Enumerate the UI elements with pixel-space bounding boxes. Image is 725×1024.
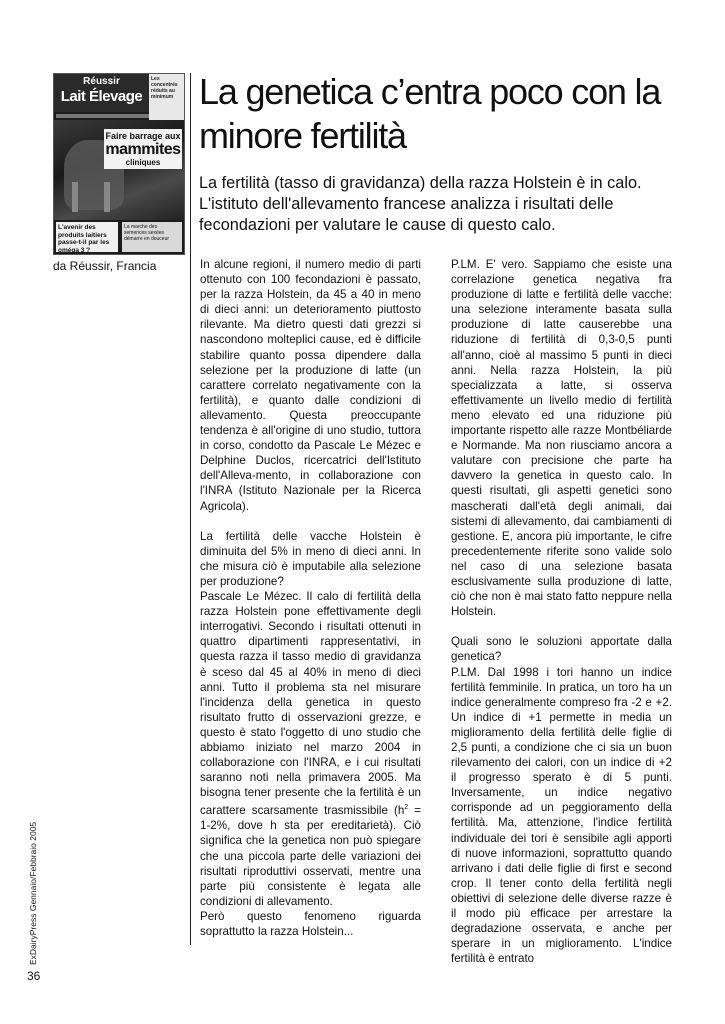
page-number: 36: [27, 969, 41, 983]
text-column-right: [451, 257, 672, 966]
paragraph: [200, 589, 421, 909]
paragraph-text: Pascale Le Mézec. Il calo di fertilità della razza Holstein pone effettivamente degli interrogativi. Secondo i risultati ottenuti in quattro dipartimenti rappresentativi, in questa razza il tasso medio di gravidanza è sceso dal 45 al 40% in meno di dieci anni. Tutto il problema sta nel misurare l'incidenza della genetica in questo risultato frutto di osservazioni grezze, e questo è stato l'oggetto di uno studio che abbiamo iniziato nel marzo 2004 in collaborazione con l'INRA, e i cui risultati saranno noti nella primavera 2005. Ma bisogna tener presente che la fertilità è un carattere scarsamente trasmissibile (h: [200, 590, 421, 818]
cover-cow-leg: [72, 182, 78, 212]
paragraph: In alcune regioni, il numero medio di parti ottenuto con 100 fecondazioni è passato, per la razza Holstein, da 45 a 40 in meno di dieci anni: un deterioramento piuttosto rilevante. Ma dietro questi dati grezzi si nascondono molteplici cause, ed è difficile stabilire quanto possa dipendere dalla selezione per la produzione di latte (un carattere correlato negativamente con la fertilità), e quanto dalle condizioni di allevamento. Questa preoccupante tendenza è all'origine di uno studio, tuttora in corso, condotto da Pascale Le Mézec e Delphine Duclos, ricercatrici dell'Istituto dell'Alleva-mento, in collaborazione con l'INRA (Istituto Nazionale per la Ricerca Agricola).: [200, 258, 421, 513]
question-paragraph: Però questo fenomeno riguarda soprattutto la razza Holstein...: [200, 909, 421, 938]
article-lead: La fertilità (tasso di gravidanza) della razza Holstein è in calo. L'istituto dell'allevamento francese analizza i risultati delle fecondazioni per valutare le cause di questo calo.: [199, 174, 642, 234]
question-paragraph: Quali sono le soluzioni apportate dalla genetica?: [451, 635, 672, 664]
paragraph: P.LM. Dal 1998 i tori hanno un indice fertilità femminile. In pratica, un toro ha un indice generalmente compreso fra -2 e +2. Un indice di +1 permette in media un miglioramento della fertilità delle figlie di 2,5 punti, a condizione che ci sia un buon rilevamento dei calori, con un indice di +2 il progresso sperato è di 5 punti. Inversamente, un indice negativo corrisponde ad un peggioramento della fertilità. Ma, attenzione, l'indice fertilità individuale dei tori è sensibile agli apporti di nuove informazioni, soprattutto quando arrivano i dati delle figlie di first e second crop. Il tener conto della fertilità negli obiettivi di selezione delle diverse razze è il modo più efficace per arrestare la degradazione osservata, e anche per sperare in un miglioramento. L'indice fertilità è entrato: [451, 665, 672, 966]
text-column-left: [200, 257, 421, 939]
image-caption: da Réussir, Francia: [53, 259, 157, 273]
cover-masthead: [54, 74, 149, 112]
question-paragraph: La fertilità delle vacche Holstein è diminuita del 5% in meno di dieci anni. In che misura ciò è imputabile alla selezione per produzione?: [200, 529, 421, 588]
cover-teaser-left: L'avenir des produits laitiers passe-t-il par les oméga 3 ?: [56, 222, 118, 252]
cover-headline-b: mammites: [105, 141, 181, 158]
magazine-cover-image: [53, 73, 185, 255]
cover-headline-c: cliniques: [125, 158, 161, 167]
article-title: La genetica c’entra poco con la minore fertilità: [199, 71, 661, 156]
cover-side-box: Les concentrés réduits au minimum: [149, 74, 184, 132]
cover-masthead-small: Réussir: [83, 76, 120, 87]
cover-masthead-big: Lait Élevage: [60, 88, 143, 105]
cover-cow-leg: [104, 182, 110, 212]
publication-credit: ExDairyPress Gennaio/Febbraio 2005: [28, 821, 38, 965]
paragraph: P.LM. E' vero. Sappiamo che esiste una correlazione genetica negativa fra produzione di latte e fertilità delle vacche: una selezione interamente basata sulla produzione di latte causerebbe una riduzione di fertilità di 0,3-0,5 punti all'anno, cioè al massimo 5 punti in dieci anni. Nella razza Holstein, la più specializzata a latte, si osserva effettivamente un livello medio di fertilità meno elevato ed una riduzione più importante rispetto alle razze Montbéliarde e Normande. Ma non riusciamo ancora a valutare con precisione che parte ha davvero la genetica in questo calo. In questi risultati, gli aspetti genetici sono mascherati dall'età degli animali, dai sistemi di allevamento, dai cambiamenti di gestione. E, ancora più importante, le cifre precedentemente riferite sono valide solo nel caso di una selezione basata esclusivamente sulla produzione di latte, ciò che non è mai stato fatto neppure nella Holstein.: [451, 258, 672, 619]
vertical-divider: [190, 73, 191, 945]
paragraph-text: = 1-2%, dove h sta per ereditarietà). Ciò significa che la genetica non può spiegare che una piccola parte delle variazioni dei risultati riproduttivi osservati, mentre una parte più consistente è legata alle condizioni di allevamento.: [200, 804, 421, 908]
cover-headline: [104, 129, 182, 169]
superscript: 2: [404, 804, 409, 812]
cover-headline-a: Faire barrage aux: [105, 131, 181, 141]
cover-teaser-right: La marche des semences sexées démarre en douceur: [122, 222, 182, 252]
